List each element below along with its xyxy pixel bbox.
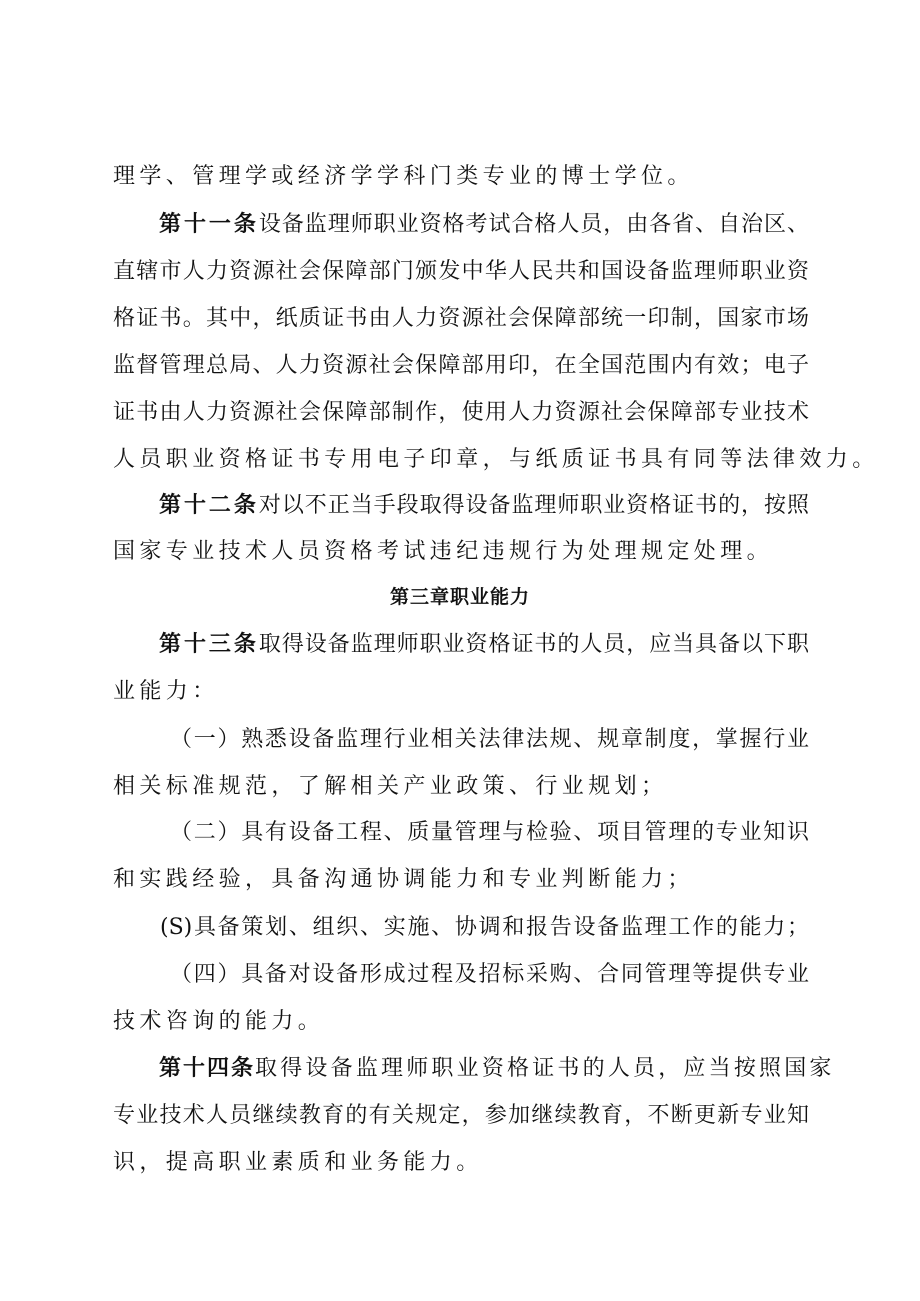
article-12-line-2: 国家专业技术人员资格考试违纪违规行为处理规定处理。 (113, 539, 774, 564)
article-11-line-2: 直辖市人力资源社会保障部门颁发中华人民共和国设备监理师职业资 (113, 259, 809, 284)
article-11-line-4: 监督管理总局、人力资源社会保障部用印，在全国范围内有效；电子 (113, 353, 809, 378)
item-2-line-1: （二）具有设备工程、质量管理与检验、项目管理的专业知识 (170, 820, 809, 845)
item-4-line-2: 技术咨询的能力。 (113, 1009, 325, 1034)
article-11-line-3: 格证书。其中，纸质证书由人力资源社会保障部统一印制，国家市场 (113, 306, 809, 331)
item-1-line-2: 相关标准规范，了解相关产业政策、行业规划； (113, 774, 668, 799)
item-4-line-1: （四）具备对设备形成过程及招标采购、合同管理等提供专业 (170, 962, 809, 987)
article-14-label: 第十四条 (159, 1056, 256, 1081)
article-11-label: 第十一条 (159, 212, 259, 237)
article-11-line-6: 人员职业资格证书专用电子印章，与纸质证书具有同等法律效力。 (113, 447, 879, 472)
article-14-line-1: 第十四条取得设备监理师职业资格证书的人员，应当按照国家 (159, 1056, 835, 1081)
article-14-line-3: 识，提高职业素质和业务能力。 (113, 1150, 483, 1175)
chapter-3-title: 第三章职业能力 (389, 586, 530, 608)
article-13-label: 第十三条 (159, 632, 259, 657)
item-1-line-1: （一）熟悉设备监理行业相关法律法规、规章制度，掌握行业 (170, 727, 809, 752)
article-10-tail: 理学、管理学或经济学学科门类专业的博士学位。 (113, 164, 694, 189)
article-12-label: 第十二条 (159, 493, 259, 518)
article-13-line-1: 第十三条取得设备监理师职业资格证书的人员，应当具备以下职 (159, 632, 809, 657)
item-2-line-2: 和实践经验，具备沟通协调能力和专业判断能力； (113, 867, 694, 892)
item-3-line-1: (S)具备策划、组织、实施、协调和报告设备监理工作的能力； (160, 915, 809, 940)
article-11-line-1: 第十一条设备监理师职业资格考试合格人员，由各省、自治区、 (159, 212, 809, 237)
article-14-line-2: 专业技术人员继续教育的有关规定，参加继续教育，不断更新专业知 (113, 1103, 809, 1128)
article-12-line-1: 第十二条对以不正当手段取得设备监理师职业资格证书的，按照 (159, 493, 809, 518)
article-11-line-5: 证书由人力资源社会保障部制作，使用人力资源社会保障部专业技术 (113, 400, 809, 425)
article-13-line-2: 业能力： (113, 679, 219, 704)
